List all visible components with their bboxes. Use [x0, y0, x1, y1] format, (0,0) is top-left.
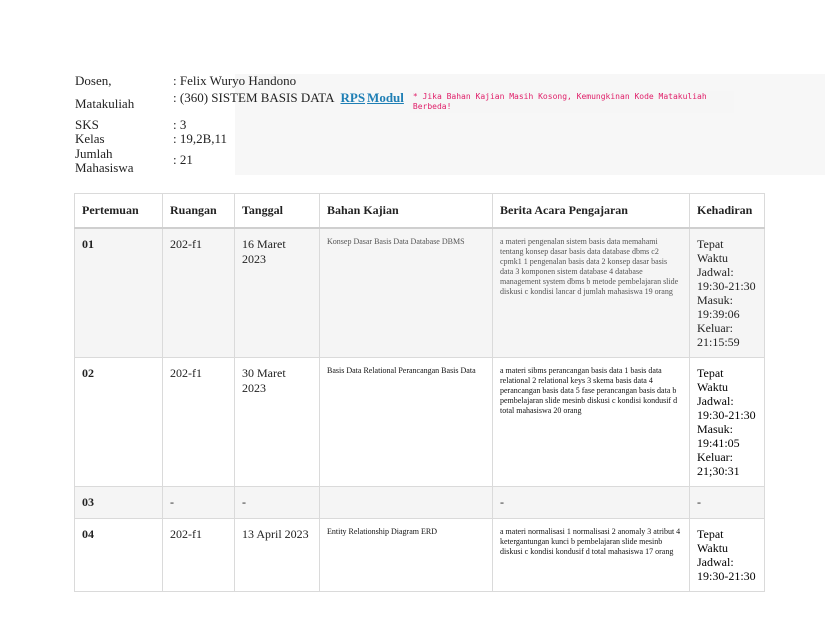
cell-tanggal: 13 April 2023 [235, 519, 320, 592]
cell-pertemuan: 01 [75, 228, 163, 358]
sks-label: SKS [75, 117, 99, 132]
kelas-value: : 19,2B,11 [173, 131, 228, 146]
table-row [75, 228, 765, 358]
cell-ruangan: 202-f1 [163, 358, 235, 487]
cell-berita-acara: a materi pengenalan sistem basis data memahami tentang konsep dasar basis data database dbms c2 cpmk1 1 pengenalan basis data 2 konsep dasar basis data 3 komponen sistem database 4 database management system dbms b metode pembelajaran slide diskusi c kondisi lancar d jumlah mahasiswa 19 orang [493, 228, 690, 358]
kelas-label: Kelas [75, 131, 105, 146]
cell-bahan-kajian: Entity Relationship Diagram ERD [320, 519, 493, 592]
cell-berita-acara: a materi sibms perancangan basis data 1 basis data relational 2 relational keys 3 skema basis data 4 perancangan basis data 5 fase perancangan basis data b pembelajaran slide mesinb diskusi c kondisi kondusif d total mahasiswa 20 orang [493, 358, 690, 487]
jumlah-label [75, 147, 173, 175]
cell-pertemuan: 04 [75, 519, 163, 592]
th-tanggal: Tanggal [235, 194, 320, 229]
cell-berita-acara: a materi normalisasi 1 normalisasi 2 anomaly 3 atribut 4 ketergantungan kunci b pembelajaran slide mesinb diskusi c kondisi kondusif d total mahasiswa 17 orang [493, 519, 690, 592]
cell-ruangan: - [163, 487, 235, 519]
cell-ruangan: 202-f1 [163, 228, 235, 358]
cell-pertemuan: 02 [75, 358, 163, 487]
cell-bahan-kajian: Konsep Dasar Basis Data Database DBMS [320, 228, 493, 358]
cell-kehadiran: Tepat Waktu Jadwal: 19:30-21:30 [690, 519, 765, 592]
course-header [75, 74, 775, 175]
cell-kehadiran: - [690, 487, 765, 519]
cell-kehadiran: Tepat Waktu Jadwal: 19:30-21:30 Masuk: 19:39:06 Keluar: 21:15:59 [690, 228, 765, 358]
table-row [75, 519, 765, 592]
cell-bahan-kajian [320, 487, 493, 519]
dosen-label: Dosen, [75, 73, 112, 88]
cell-bahan-kajian: Basis Data Relational Perancangan Basis Data [320, 358, 493, 487]
table-header-row [75, 194, 765, 229]
th-kehadiran: Kehadiran [690, 194, 765, 229]
sks-value: : 3 [173, 117, 187, 132]
dosen-value: : Felix Wuryo Handono [173, 73, 297, 88]
cell-ruangan: 202-f1 [163, 519, 235, 592]
th-bahan-kajian: Bahan Kajian [320, 194, 493, 229]
table-row [75, 358, 765, 487]
cell-tanggal: 30 Maret 2023 [235, 358, 320, 487]
cell-berita-acara: - [493, 487, 690, 519]
cell-kehadiran: Tepat Waktu Jadwal: 19:30-21:30 Masuk: 19:41:05 Keluar: 21;30:31 [690, 358, 765, 487]
cell-pertemuan: 03 [75, 487, 163, 519]
th-ruangan: Ruangan [163, 194, 235, 229]
matakuliah-label: Matakuliah [75, 96, 135, 111]
warning-note: * Jika Bahan Kajian Masih Kosong, Kemungkinan Kode Matakuliah Berbeda! [410, 91, 734, 113]
matakuliah-value: : (360) SISTEM BASIS DATA [173, 90, 335, 105]
table-row [75, 487, 765, 519]
schedule-table [74, 193, 765, 592]
jumlah-label-line1: Jumlah [75, 146, 113, 161]
th-berita-acara: Berita Acara Pengajaran [493, 194, 690, 229]
cell-tanggal: 16 Maret 2023 [235, 228, 320, 358]
modul-link[interactable]: Modul [367, 90, 404, 105]
rps-link[interactable]: RPS [340, 90, 366, 105]
jumlah-label-line2: Mahasiswa [75, 160, 134, 175]
cell-tanggal: - [235, 487, 320, 519]
th-pertemuan: Pertemuan [75, 194, 163, 229]
jumlah-value: : 21 [173, 152, 193, 167]
